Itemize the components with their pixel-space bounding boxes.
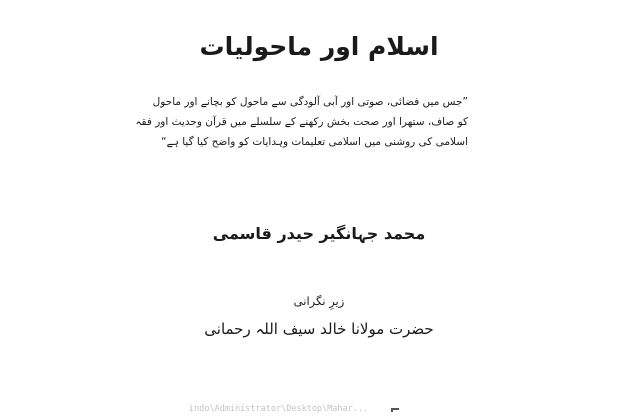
book-title: اسلام اور ماحولیات [199,32,439,61]
file-path-watermark: indo\Administrator\Desktop\Mahar... [189,404,369,414]
description-line-2: کو صاف، ستھرا اور صحت بخش رکھنے کے سلسلے میں قرآن وحدیث اور فقہ [135,116,468,128]
author-name: محمد جہانگیر حیدر قاسمی [212,224,426,243]
description-line-3: اسلامی کی روشنی میں اسلامی تعلیمات وہدایات کو واضح کیا گیا ہے“ [161,136,468,148]
description-line-1: ”جس میں فضائی، صوتی اور آبی آلودگی سے ماحول کو بچانے اور ماحول [152,96,468,108]
supervisor-name: حضرت مولانا خالد سیف اللہ رحمانی [204,320,434,338]
supervision-label: زیرِ نگرانی [293,294,345,308]
crop-mark [391,408,399,412]
